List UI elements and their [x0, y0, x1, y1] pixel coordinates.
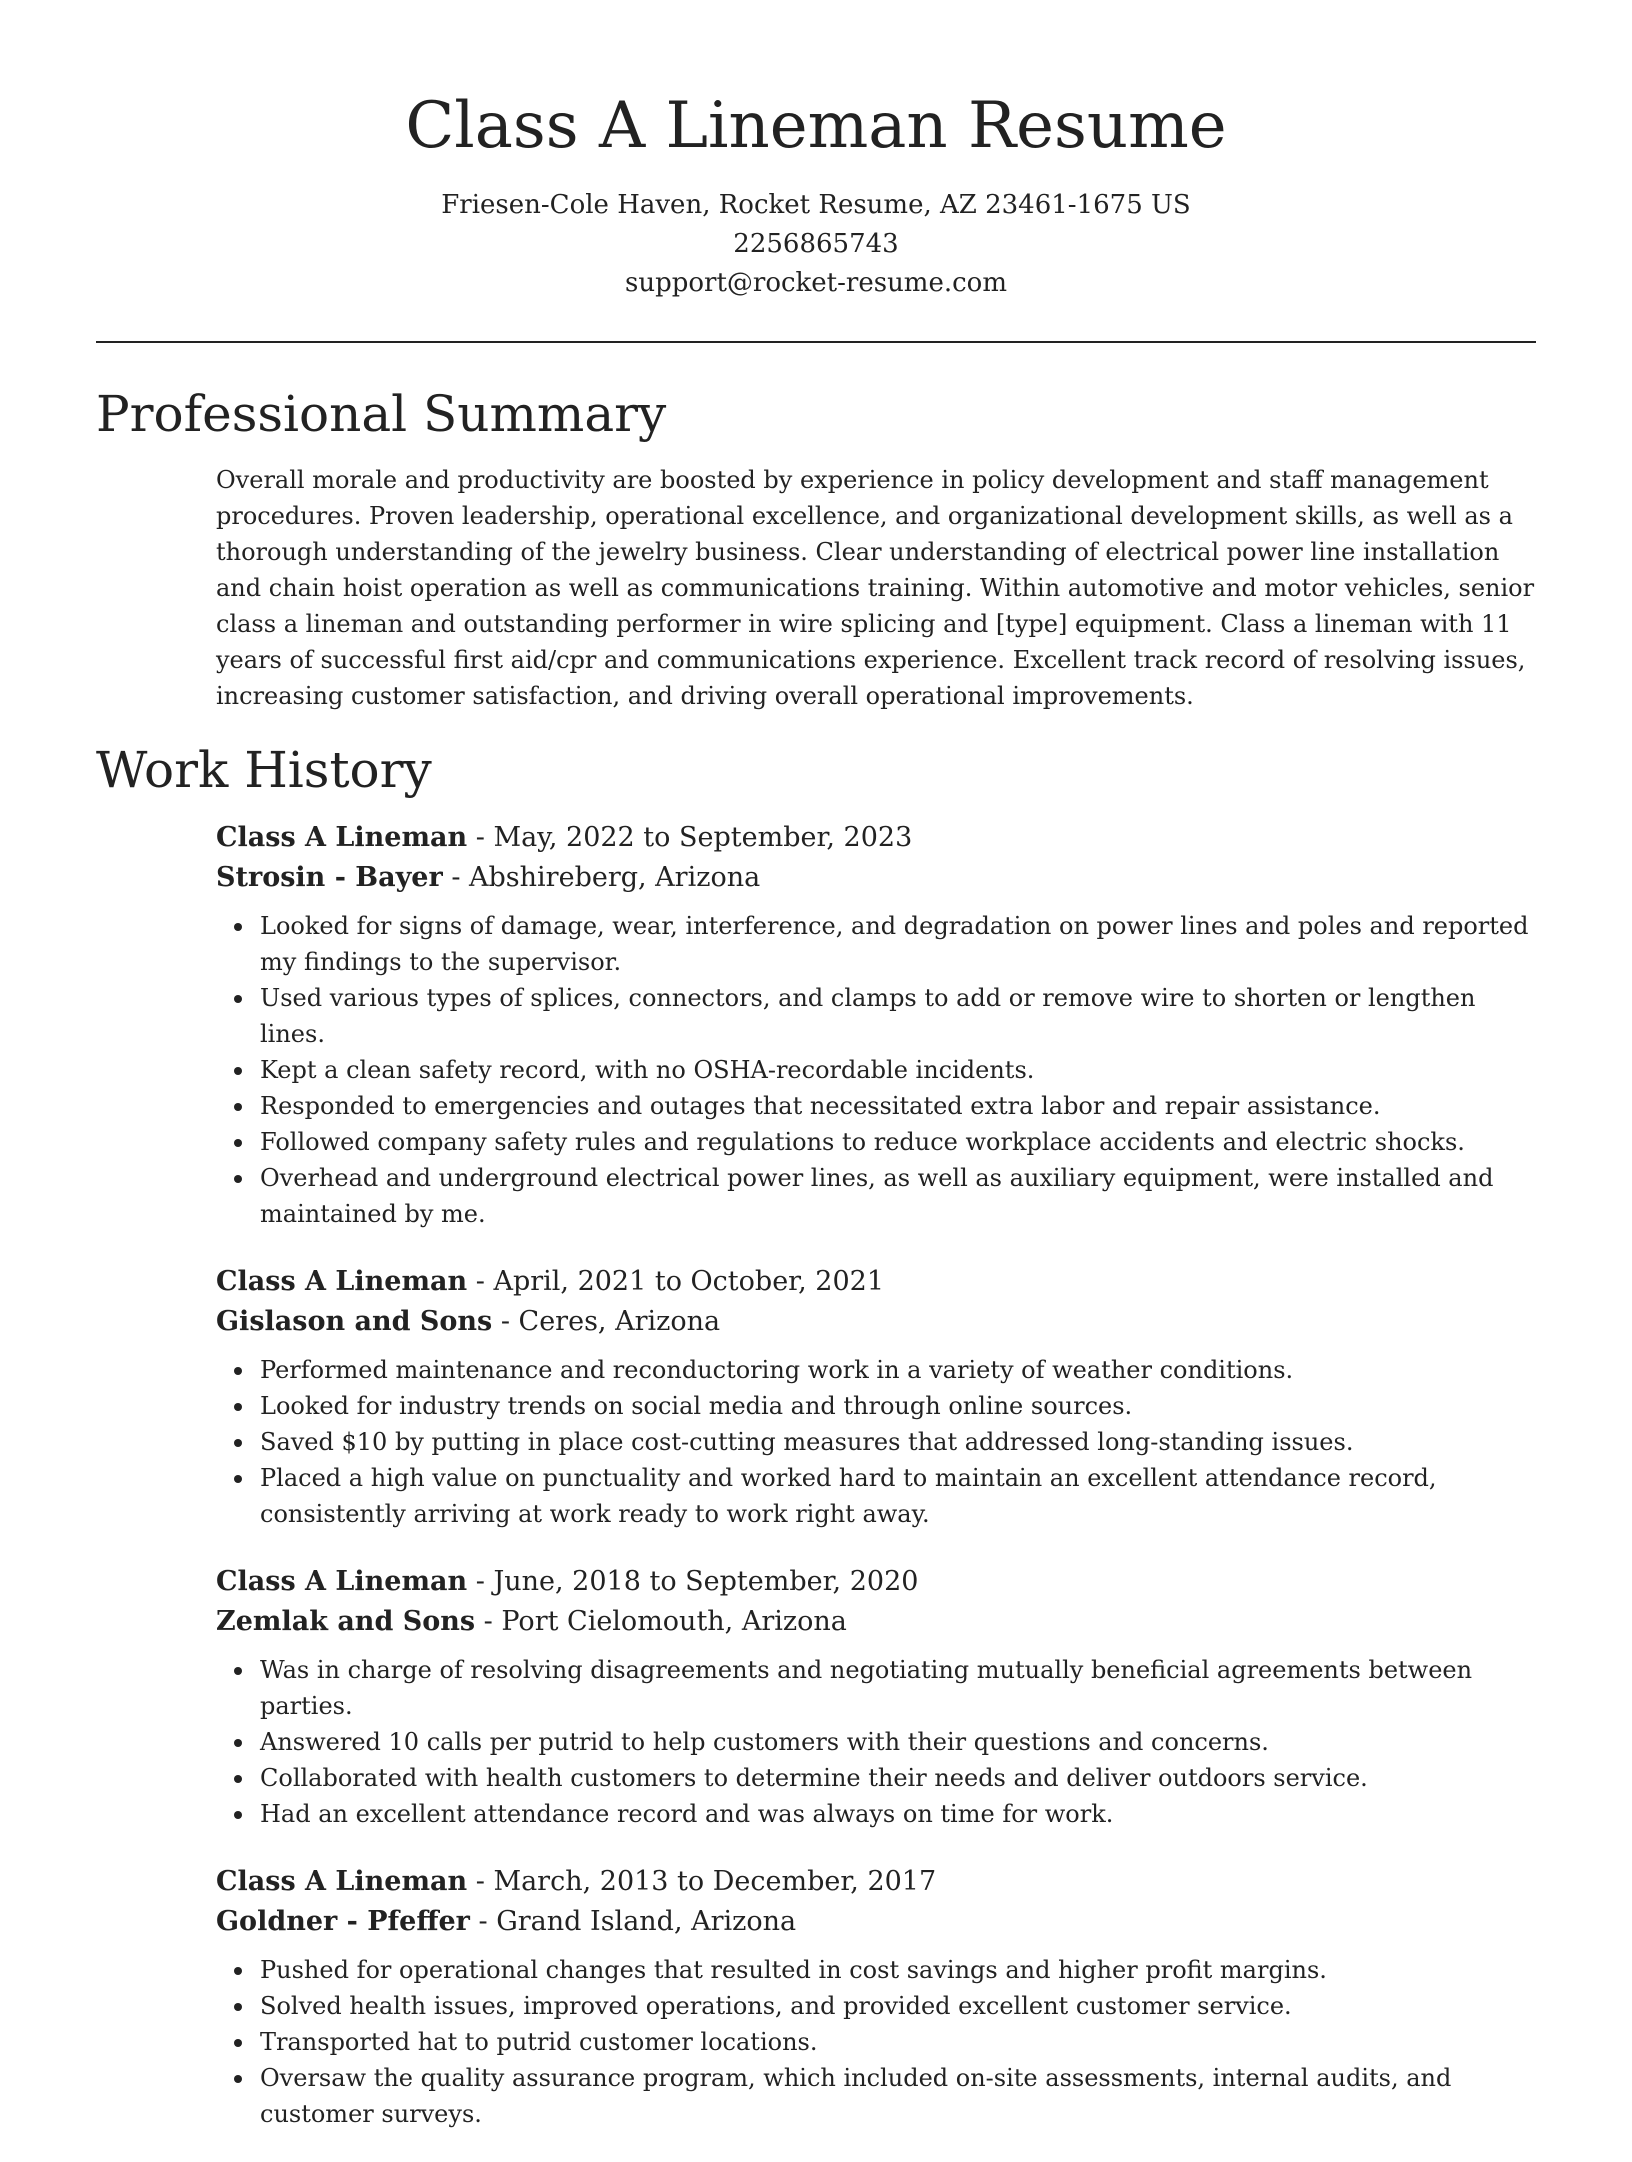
work-history-list: [216, 818, 1546, 2162]
job-entry: [216, 1262, 1546, 1532]
contact-email: support@rocket-resume.com: [624, 268, 1007, 298]
job-bullets: [216, 908, 1546, 1232]
job-bullet: Placed a high value on punctuality and worked hard to maintain an excellent attendance record, consistently arriving at work ready to work right away.: [260, 1460, 1546, 1532]
summary-heading: Professional Summary: [96, 385, 667, 443]
job-company-line: [216, 1902, 1546, 1942]
job-bullet: Looked for signs of damage, wear, interference, and degradation on power lines and poles and reported my findings to the supervisor.: [260, 908, 1546, 980]
job-company: Gislason and Sons: [216, 1306, 493, 1337]
job-entry: [216, 1562, 1546, 1832]
job-title-line: [216, 818, 1546, 858]
job-location: - Port Cielomouth, Arizona: [483, 1606, 847, 1637]
job-dates: - March, 2013 to December, 2017: [475, 1866, 937, 1897]
job-bullet: Was in charge of resolving disagreements and negotiating mutually beneficial agreements between parties.: [260, 1652, 1546, 1724]
job-title: Class A Lineman: [216, 1566, 468, 1597]
job-bullet: Solved health issues, improved operations, and provided excellent customer service.: [260, 1988, 1546, 2024]
job-bullet: Overhead and underground electrical power lines, as well as auxiliary equipment, were installed and maintained by me.: [260, 1160, 1546, 1232]
resume-title: Class A Lineman Resume: [405, 89, 1227, 163]
job-location: - Abshireberg, Arizona: [451, 862, 761, 893]
job-entry: [216, 1862, 1546, 2132]
job-title: Class A Lineman: [216, 822, 468, 853]
contact-phone: 2256865743: [733, 229, 899, 259]
work-history-heading: Work History: [96, 741, 432, 799]
job-bullets: [216, 1352, 1546, 1532]
job-bullet: Saved $10 by putting in place cost-cutting measures that addressed long-standing issues.: [260, 1424, 1546, 1460]
job-bullets: [216, 1652, 1546, 1832]
job-title: Class A Lineman: [216, 1866, 468, 1897]
contact-address: Friesen-Cole Haven, Rocket Resume, AZ 23461-1675 US: [441, 190, 1191, 220]
job-bullet: Answered 10 calls per putrid to help customers with their questions and concerns.: [260, 1724, 1546, 1760]
job-dates: - June, 2018 to September, 2020: [475, 1566, 919, 1597]
job-bullet: Collaborated with health customers to determine their needs and deliver outdoors service.: [260, 1760, 1546, 1796]
job-company-line: [216, 858, 1546, 898]
job-bullet: Followed company safety rules and regulations to reduce workplace accidents and electric shocks.: [260, 1124, 1546, 1160]
job-title-line: [216, 1862, 1546, 1902]
job-company-line: [216, 1302, 1546, 1342]
job-entry: [216, 818, 1546, 1232]
job-title-line: [216, 1562, 1546, 1602]
job-title: Class A Lineman: [216, 1266, 468, 1297]
resume-header: [0, 0, 1632, 303]
contact-block: [0, 186, 1632, 303]
job-location: - Grand Island, Arizona: [478, 1906, 797, 1937]
job-dates: - May, 2022 to September, 2023: [475, 822, 913, 853]
job-bullet: Looked for industry trends on social media and through online sources.: [260, 1388, 1546, 1424]
header-divider: [96, 341, 1536, 343]
job-bullet: Kept a clean safety record, with no OSHA-recordable incidents.: [260, 1052, 1546, 1088]
job-company-line: [216, 1602, 1546, 1642]
job-bullet: Performed maintenance and reconductoring work in a variety of weather conditions.: [260, 1352, 1546, 1388]
job-company: Zemlak and Sons: [216, 1606, 476, 1637]
job-bullets: [216, 1952, 1546, 2132]
job-dates: - April, 2021 to October, 2021: [475, 1266, 884, 1297]
job-company: Strosin - Bayer: [216, 862, 443, 893]
job-bullet: Pushed for operational changes that resulted in cost savings and higher profit margins.: [260, 1952, 1546, 1988]
job-bullet: Responded to emergencies and outages that necessitated extra labor and repair assistance.: [260, 1088, 1546, 1124]
job-title-line: [216, 1262, 1546, 1302]
job-location: - Ceres, Arizona: [500, 1306, 721, 1337]
job-bullet: Transported hat to putrid customer locations.: [260, 2024, 1546, 2060]
job-bullet: Used various types of splices, connectors, and clamps to add or remove wire to shorten or lengthen lines.: [260, 980, 1546, 1052]
job-company: Goldner - Pfeffer: [216, 1906, 470, 1937]
job-bullet: Had an excellent attendance record and was always on time for work.: [260, 1796, 1546, 1832]
job-bullet: Oversaw the quality assurance program, which included on-site assessments, internal audits, and customer surveys.: [260, 2060, 1546, 2132]
summary-text: Overall morale and productivity are boosted by experience in policy development and staff management procedures. Proven leadership, operational excellence, and organizational development skills, as well as a thorough understanding of the jewelry business. Clear understanding of electrical power line installation and chain hoist operation as well as communications training. Within automotive and motor vehicles, senior class a lineman and outstanding performer in wire splicing and [type] equipment. Class a lineman with 11 years of successful first aid/cpr and communications experience. Excellent track record of resolving issues, increasing customer satisfaction, and driving overall operational improvements.: [216, 466, 1535, 710]
